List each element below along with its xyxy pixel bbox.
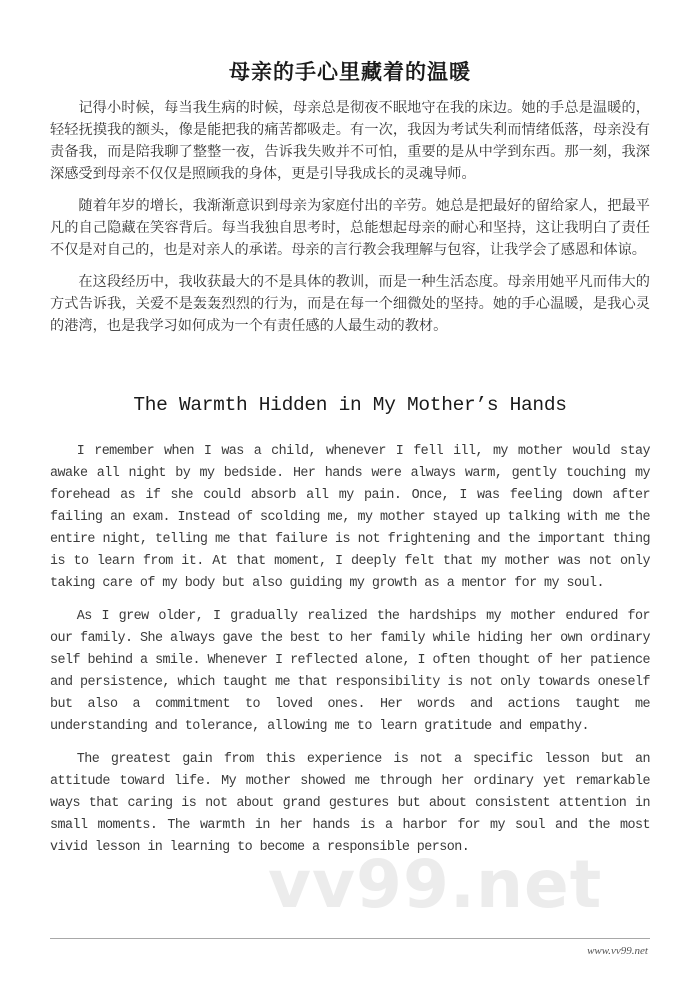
chinese-paragraph: 在这段经历中，我收获最大的不是具体的教训，而是一种生活态度。母亲用她平凡而伟大的方式告诉我，关爱不是轰轰烈烈的行为，而是在每一个细微处的坚持。她的手心温暖，是我心灵的港湾，也是我学习如何成为一个有责任感的人最生动的教材。 [50, 274, 650, 334]
chinese-paragraph: 记得小时候，每当我生病的时候，母亲总是彻夜不眠地守在我的床边。她的手总是温暖的，轻轻抚摸我的额头，像是能把我的痛苦都吸走。有一次，我因为考试失利而情绪低落，母亲没有责备我，而是陪我聊了整整一夜，告诉我失败并不可怕，重要的是从中学到东西。那一刻，我深深感受到母亲不仅仅是照顾我的身体，更是引导我成长的灵魂导师。 [50, 100, 650, 182]
chinese-body [50, 97, 650, 347]
english-body [50, 441, 650, 870]
english-paragraph: As I grew older, I gradually realized the hardships my mother endured for our family. She always gave the best to her family while hiding her own ordinary self behind a smile. Whenever I reflected alone, I often thought of her patience and persistence, which taught me that responsibility is not only towards oneself but also a commitment to loved ones. Her words and actions taught me understanding and tolerance, allowing me to learn gratitude and empathy. [50, 609, 650, 734]
english-paragraph: The greatest gain from this experience is not a specific lesson but an attitude toward life. My mother showed me through her ordinary yet remarkable ways that caring is not about grand gestures but about consistent attention in small moments. The warmth in her hands is a harbor for my soul and the most vivid lesson in learning to become a responsible person. [50, 752, 650, 855]
watermark: vv99.net [268, 846, 603, 923]
footer-url: www.vv99.net [587, 945, 648, 957]
footer-divider [50, 938, 650, 939]
english-title: The Warmth Hidden in My Mother’s Hands [133, 394, 567, 416]
english-paragraph: I remember when I was a child, whenever I fell ill, my mother would stay awake all night by my bedside. Her hands were always warm, gently touching my forehead as if she could absorb all my pain. Once, I was feeling down after failing an exam. Instead of scolding me, my mother stayed up talking with me the entire night, telling me that failure is not frightening and the important thing is to learn from it. At that moment, I deeply felt that my mother was not only taking care of my body but also guiding my growth as a mentor for my soul. [50, 444, 650, 591]
chinese-title: 母亲的手心里藏着的温暖 [229, 60, 471, 84]
chinese-paragraph: 随着年岁的增长，我渐渐意识到母亲为家庭付出的辛劳。她总是把最好的留给家人，把最平凡的自己隐藏在笑容背后。每当我独自思考时，总能想起母亲的耐心和坚持，这让我明白了责任不仅是对自己的，也是对亲人的承诺。母亲的言行教会我理解与包容，让我学会了感恩和体谅。 [50, 198, 650, 258]
